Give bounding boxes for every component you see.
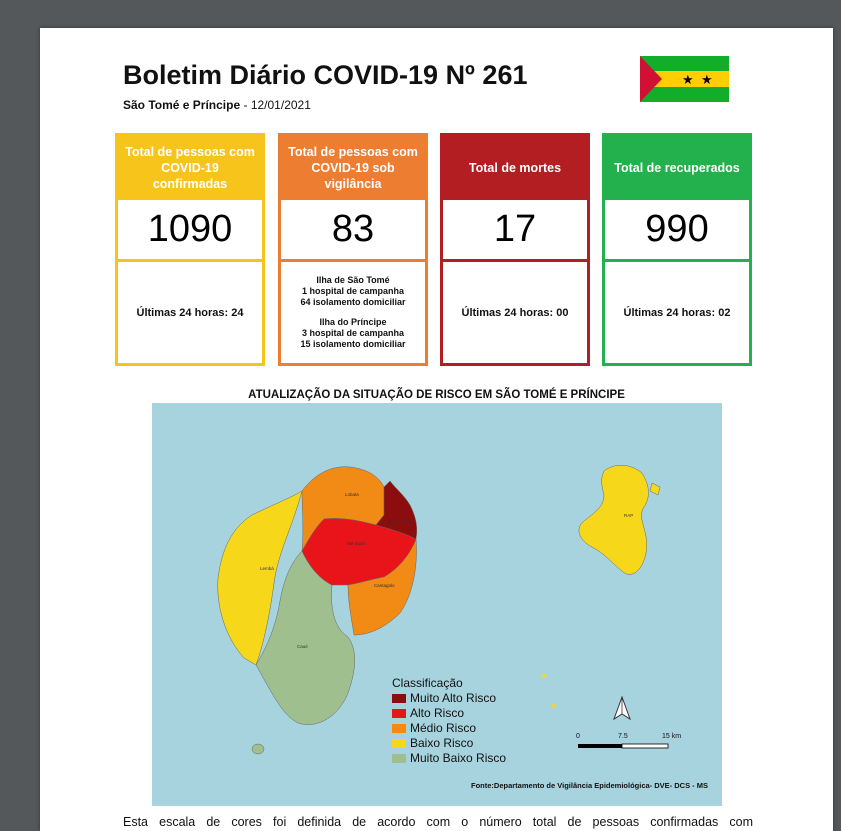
north-arrow-icon <box>614 697 630 719</box>
label-caue: Caué <box>297 644 308 649</box>
home-isolation-count: 15 isolamento domiciliar <box>300 339 406 349</box>
legend-label: Muito Baixo Risco <box>410 751 507 765</box>
scale-label-zero: 0 <box>576 733 580 740</box>
islet-bom-bom <box>650 483 660 495</box>
legend-item <box>392 751 506 766</box>
page-title: Boletim Diário COVID-19 Nº 261 <box>123 60 528 90</box>
legend-item <box>392 736 506 751</box>
label-lemba: Lembá <box>260 566 274 571</box>
map-legend <box>392 676 506 766</box>
card-surveillance-footer <box>281 262 425 363</box>
scale-bar <box>578 744 668 748</box>
sao-tome-flag-icon <box>640 56 729 102</box>
card-recovered-footer: Últimas 24 horas: 02 <box>623 306 731 319</box>
bulletin-date: - 12/01/2021 <box>243 98 311 112</box>
map-source: Fonte:Departamento de Vigilância Epidemiológica- DVE- DCS - MS <box>471 781 708 790</box>
islet <box>542 674 546 678</box>
risk-map <box>152 403 722 806</box>
hospital-count: 1 hospital de campanha <box>301 286 404 296</box>
legend-swatch <box>392 724 406 733</box>
islet-rolas <box>252 744 264 754</box>
card-recovered <box>602 133 752 366</box>
svg-text:★: ★ <box>682 73 694 88</box>
legend-swatch <box>392 694 406 703</box>
label-lobata: Lobata <box>345 492 359 497</box>
legend-label: Muito Alto Risco <box>410 691 497 705</box>
legend-label: Alto Risco <box>410 706 465 720</box>
label-me-zochi: Mé-Zochi <box>347 541 366 546</box>
card-surveillance <box>278 133 428 366</box>
card-confirmed-footer: Últimas 24 horas: 24 <box>136 306 244 319</box>
card-surveillance-title: Total de pessoas com COVID-19 sob vigilância <box>281 136 425 200</box>
island-name: Ilha de São Tomé <box>316 275 390 285</box>
legend-item <box>392 691 506 706</box>
principe-island-block <box>300 317 405 350</box>
card-confirmed <box>115 133 265 366</box>
home-isolation-count: 64 isolamento domiciliar <box>300 297 406 307</box>
scale-label-mid: 7.5 <box>618 733 628 740</box>
legend-item <box>392 706 506 721</box>
bulletin-page <box>40 28 833 831</box>
legend-label: Baixo Risco <box>410 736 474 750</box>
legend-label: Médio Risco <box>410 721 477 735</box>
label-agua-grande: Água Grande <box>387 520 414 525</box>
legend-title: Classificação <box>392 676 463 690</box>
card-confirmed-value: 1090 <box>118 200 262 262</box>
card-surveillance-value: 83 <box>281 200 425 262</box>
label-cantagalo: Cantagalo <box>374 583 395 588</box>
footer-paragraph: Esta escala de cores foi definida de acordo com o número total de pessoas confirmadas com <box>123 815 753 829</box>
card-confirmed-title: Total de pessoas com COVID-19 confirmadas <box>118 136 262 200</box>
sao-tome-island-block <box>300 275 405 308</box>
country-name: São Tomé e Príncipe <box>123 98 241 112</box>
label-rap: RAP <box>624 513 634 518</box>
card-recovered-title: Total de recuperados <box>605 136 749 200</box>
page-subtitle <box>123 98 311 112</box>
map-title: ATUALIZAÇÃO DA SITUAÇÃO DE RISCO EM SÃO TOMÉ E PRÍNCIPE <box>248 389 625 401</box>
legend-swatch <box>392 739 406 748</box>
legend-swatch <box>392 709 406 718</box>
hospital-count: 3 hospital de campanha <box>301 328 404 338</box>
card-deaths-value: 17 <box>443 200 587 262</box>
island-name: Ilha do Príncipe <box>319 317 387 327</box>
card-recovered-value: 990 <box>605 200 749 262</box>
islet <box>552 704 556 708</box>
scale-label-end: 15 km <box>662 733 682 740</box>
svg-text:★: ★ <box>701 73 713 88</box>
card-deaths-title: Total de mortes <box>443 136 587 200</box>
legend-swatch <box>392 754 406 763</box>
card-deaths-footer: Últimas 24 horas: 00 <box>461 306 569 319</box>
region-rap <box>579 465 649 574</box>
legend-item <box>392 721 506 736</box>
card-deaths <box>440 133 590 366</box>
